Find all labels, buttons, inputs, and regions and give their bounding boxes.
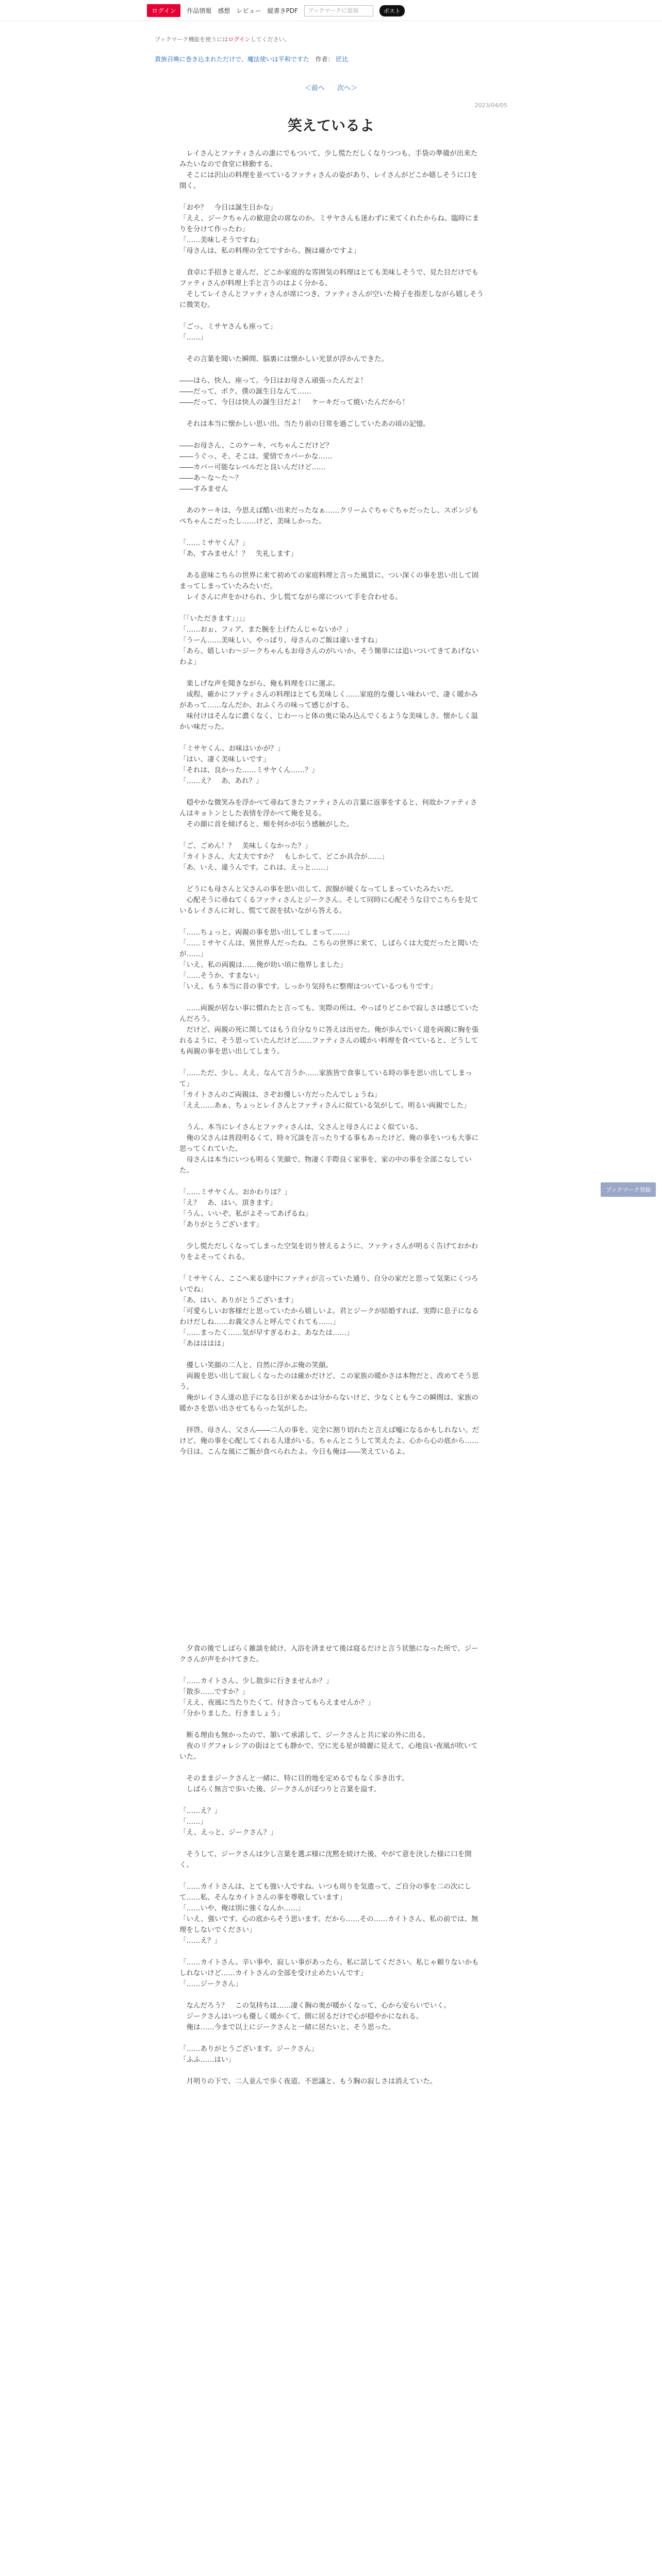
series-info	[155, 55, 348, 63]
series-title-link[interactable]: 貴族召喚に巻き込まれただけで、魔法使いは平和ですた	[155, 56, 309, 63]
body-paragraph: そうして、ジークさんは少し言葉を選ぶ様に沈黙を続けた後、やがて意を決した様に口を開く。	[179, 1850, 472, 1869]
nav-link-work-info[interactable]: 作品情報	[187, 7, 212, 14]
body-paragraph: 断る理由も無かったので、頷いて承諾して、ジークさんと共に家の外に出る。 夜のリグフォレシアの街はとても静かで、空に光る星が綺麗に見えて、心地良い夜風が吹いていた。	[179, 1731, 478, 1761]
body-paragraph: 穏やかな微笑みを浮かべて尋ねてきたファティさんの言葉に返事をすると、何故かファティさんはキョトンとした表情を浮かべて俺を見る。 その顔に首を傾げると、頬を何かが伝う感触がした。	[179, 799, 477, 828]
top-navigation	[147, 4, 405, 17]
body-paragraph: それは本当に懐かしい思い出。当たり前の日常を過ごしていたあの頃の記憶。	[179, 420, 430, 428]
body-paragraph: そのままジークさんと一緒に、特に目的地を定めるでもなく歩き出す。 しばらく無言で歩いた後、ジークさんがぽつりと言葉を溢す。	[186, 1774, 409, 1793]
body-paragraph: 「ごっ、ミサヤさんも座って」 「……」	[179, 323, 277, 342]
author-label: 作者：	[315, 56, 334, 63]
nav-link-impressions[interactable]: 感想	[218, 7, 230, 14]
body-paragraph: 「……ミサヤくん、おかわりは？」 「え？ あ、はい。頂きます」 「うん、いいぞ。私がよそってあげるね」 「ありがとうございます」	[179, 1188, 312, 1229]
body-paragraph: 夕食の後でしばらく雑談を続け、入浴を済ませて後は寝るだけと言う状態になった所で、ジークさんが声をかけてきた。	[179, 1645, 478, 1664]
body-paragraph: 「……ちょっと、両親の事を思い出してしまって……」 「……ミサヤくんは、異世界人だったね。こちらの世界に来て、しばらくは大変だったと聞いたが……」 「いえ、私の両親は……俺が幼い頃に他界しました」 「……そうか、すまない」 「いえ、もう本当に昔の事です。しっかり気持ちに整理はついているつもりです」	[179, 928, 479, 991]
next-episode-link[interactable]: 次へ＞	[337, 84, 358, 92]
body-paragraph: 「「いただきます」」」」 「……おぉ、フィア、また腕を上げたんじゃないか？」 「うーん……美味しい。やっぱり、母さんのご飯は違いますね」 「あら、嬉しいわ～ジークちゃんもお母さんのがいいか。そう簡単には追いついてきてあげないわよ」	[179, 615, 479, 666]
body-paragraph: 「おや？ 今日は誕生日かな」 「ええ、ジークちゃんの歓迎会の席なのか。ミサヤさんも迷わずに来てくれたからね。臨時にまりを分けて作ったわ」 「……美味しそうですね」 「母さんは、私の料理の全てですから。腕は確かですよ」	[179, 204, 479, 255]
body-paragraph: 「……カイトさんは、とても強い人ですね。いつも周りを気遣って、ご自分の事を二の次にして……私、そんなカイトさんの事を尊敬しています」 「……いや、俺は別に強くなんか……」 「いえ、強いです。心の底からそう思います。だから……その……カイトさん、私の前では、無理をしないでください」 「……え？」	[179, 1883, 478, 1945]
body-paragraph: 優しい笑顔の二人と、自然に浮かぶ俺の笑顔。 両親を思い出して寂しくなったのは確かだけど、この家族の暖かさは本物だと、改めてそう思う。 俺がレイさん達の息子になる日が来るかは分からないけど、少なくとも今この瞬間は、家族の暖かさを思い出させてもらった気がした。	[179, 1361, 479, 1413]
body-paragraph: 「……カイトさん。辛い事や、寂しい事があったら、私に話してください。私じゃ頼りないかもしれないけど……カイトさんの全部を受け止めたいんです」 「……ジークさん」	[179, 1958, 479, 1988]
body-paragraph: 楽しげな声を聞きながら、俺も料理を口に運ぶ。 成程、確かにファティさんの料理はとても美味しく……家庭的な優しい味わいで、凄く暖かみがあって……なんだか、おふくろの味って感じがする。 味付けはそんなに濃くなく、じわーっと体の奥に染み込んでくるような美味しさ。懐かしく温かい味だった。	[179, 680, 478, 731]
body-paragraph: どうにも母さんと父さんの事を思い出して、涙腺が緩くなってしまっていたみたいだ。 心配そうに尋ねてくるファティさんとジークさん。そして同時に心配そうな目でこちらを見ているレイさんに対し、慌てて涙を拭いながら答える。	[179, 885, 478, 915]
episode-pager	[0, 82, 662, 92]
episode-title: 笑えているよ	[287, 117, 374, 134]
body-paragraph: うん、本当にレイさんとファティさんは、父さんと母さんによく似ている。 俺の父さんは普段明るくて、時々冗談を言ったりする事もあったけど、俺の事をいつも大事に思ってくれていた。 母さんは本当にいつも明るく笑顔で、物凄く手際良く家事を、家の中の事を全部こなしていた。	[179, 1123, 479, 1175]
bookmark-notice	[155, 35, 290, 43]
floating-bookmark-button[interactable]: ブックマーク登録	[601, 1182, 656, 1197]
body-paragraph: 「……ただ、少し、ええ、なんて言うか……家族皆で食事している時の事を思い出してしまって」 「カイトさんのご両親は、さぞお優しい方だったんでしょうね」 「ええ……あぁ、ちょっとレイさんとファティさんに似ている気がして。明るい両親でした」	[179, 1069, 472, 1110]
body-paragraph: 「ミサヤくん、ここへ来る途中にファティが言っていた通り、自分の家だと思って気楽にくつろいでね」 「あ、はい。ありがとうございます」 「可愛らしいお客様だと思っていたから嬉しいよ。君とジークが結婚すれば、実際に息子になるわけだしね……お義父さんと呼んでくれても……」 「……まったく……気が早すぎるわよ、あなたは……」 「あはははは」	[179, 1275, 479, 1348]
post-date: 2023/04/05	[474, 102, 507, 109]
body-paragraph: ある意味こちらの世界に来て初めての家庭料理と言った風景に、つい深くの事を思い出して固まってしまっていたみたいだ。 レイさんに声をかけられ、少し慌てながら席について手を合わせる。	[179, 571, 479, 601]
notice-suffix: してください。	[250, 36, 290, 43]
body-paragraph: 「……カイトさん、少し散歩に行きませんか？」 「散歩……ですか？」 「ええ、夜風に当たりたくて。付き合ってもらえませんか？」 「分かりました。行きましょう」	[179, 1677, 375, 1718]
section-spacer	[179, 1468, 484, 1643]
body-paragraph: 「……ありがとうございます。ジークさん」 「ふふ……はい」	[179, 2045, 318, 2064]
body-paragraph: 「……ミサヤくん？」 「あ、すみません！？ 失礼します」	[179, 539, 297, 558]
body-paragraph: ――ほら、快人、座って。今日はお母さん頑張ったんだよ！ ――だって、ボク、僕の誕生日なんて…… ――だって、今日は快人の誕生日だよ！ ケーキだって焼いたんだから！	[179, 377, 409, 406]
bookmark-add-button[interactable]: ブックマークに追加	[304, 5, 373, 16]
body-paragraph: 「……え？」 「……」 「え、えっと、ジークさん？」	[179, 1807, 277, 1837]
top-navigation-bar	[0, 0, 662, 21]
notice-prefix: ブックマーク機能を使うには	[155, 36, 228, 43]
body-paragraph: 月明りの下で、二人並んで歩く夜道。不思議と、もう胸の寂しさは消えていた。	[179, 2077, 437, 2086]
nav-link-vertical-pdf[interactable]: 縦書きPDF	[267, 7, 298, 14]
x-post-button[interactable]: ポスト	[379, 5, 405, 16]
prev-episode-link[interactable]: ＜前へ	[304, 84, 325, 92]
body-paragraph: 「ご、ごめん！？ 美味しくなかった？」 「カイトさん、大丈夫ですか？ もしかして、どこか具合が……」 「あ、いえ、違うんです。これは、えっと……」	[179, 842, 389, 872]
login-button[interactable]: ログイン	[147, 4, 180, 17]
body-paragraph: あのケーキは、今思えば酷い出来だったなぁ……クリームぐちゃぐちゃだったし、スポンジもぺちゃんこだったし……けど、美味しかった。	[179, 506, 479, 526]
author-link[interactable]: 匠比	[336, 56, 349, 63]
body-paragraph: なんだろう？ この気持ちは……凄く胸の奥が暖かくなって、心から安らいでいく。 ジークさんはいつも優しく暖かくて、側に居るだけで心が穏やかになれる。 俺は……今まで以上にジークさんと一緒に居たいと、そう思った。	[186, 2002, 451, 2031]
notice-login-link[interactable]: ログイン	[228, 36, 251, 43]
body-paragraph: ――お母さん、このケーキ、べちゃんこだけど？ ――うぐっ、そ、そこは、愛情でカバーかな…… ――カバー可能なレベルだと良いんだけど…… ――あ～な～た～？ ――すみません	[179, 442, 333, 493]
body-paragraph: 「ミサヤくん、お味はいかが？」 「はい、凄く美味しいです」 「それは、良かった……ミサヤくん……？」 「……え？ あ、あれ？」	[179, 744, 319, 785]
novel-body	[179, 148, 484, 2098]
body-paragraph: その言葉を聞いた瞬間、脳裏には懐かしい光景が浮かんできた。	[179, 355, 388, 363]
nav-link-reviews[interactable]: レビュー	[236, 7, 261, 14]
body-paragraph: レイさんとファティさんの誰にでもついて、少し慌ただしくなりつつも、手袋の準備が出来たみたいなので食堂に移動する。 そこには沢山の料理を並べているファティさんの姿があり、レイさんがどこか嬉しそうに口を開く。	[179, 149, 478, 190]
body-paragraph: ……両親が居ない事に慣れたと言っても、実際の所は、やっぱりどこかで寂しさは感じていたんだろう。 だけど、両親の死に関してはもう自分なりに答えは出せた。俺が歩んでいく道を両親に胸を張れるように、そう思っていたんだけど……ファティさんの暖かい料理を食べていると、どうしても両親の事を思い出してしまう。	[179, 1004, 479, 1056]
body-paragraph: 拝啓、母さん、父さん――二人の事を、完全に割り切れたと言えば嘘になるかもしれない。だけど、俺の事を心配してくれる人達がいる。ちゃんとこうして笑えたよ。心から心の底から……今日は、こんな風にご飯が食べられたよ。今日も俺は――笑えているよ。	[179, 1426, 479, 1456]
body-paragraph: 少し慌ただしくなってしまった空気を切り替えるように、ファティさんが明るく告げておかわりをよそってくれる。	[179, 1242, 478, 1261]
body-paragraph: 食卓に手招きと並んだ、どこか家庭的な雰囲気の料理はとても美味しそうで、見た目だけでもファティさんが料理上手と言うのはよく分かる。 そしてレイさんとファティさんが席につき、ファティさんが空いた椅子を指差しながら嬉しそうに微笑む。	[179, 268, 484, 309]
